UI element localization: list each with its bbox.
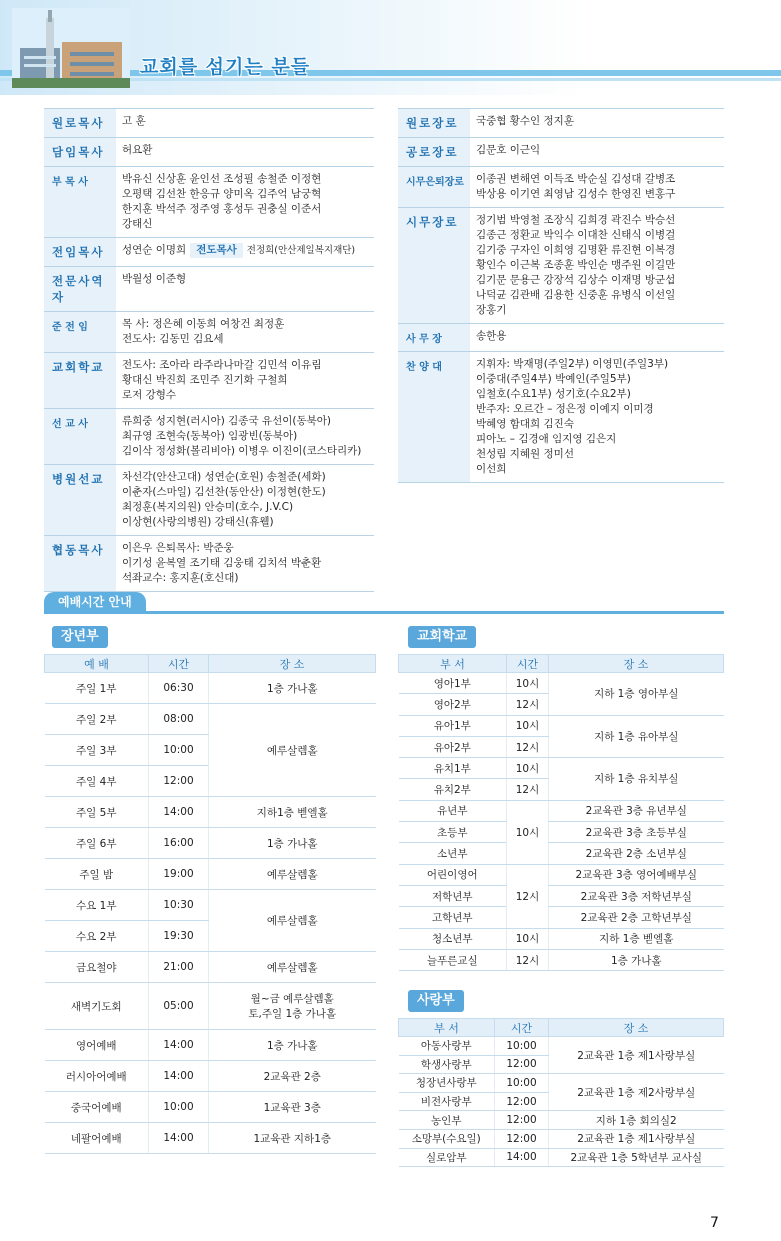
service-name: 주일 2부 bbox=[45, 704, 149, 735]
dept-name: 어린이영어 bbox=[399, 864, 507, 885]
service-name: 러시아어예배 bbox=[45, 1061, 149, 1092]
staff-names-line: 장홍기 bbox=[476, 304, 507, 316]
service-name: 주일 5부 bbox=[45, 797, 149, 828]
staff-names-line: 이중대(주일4부) 박예인(주일5부) bbox=[476, 373, 631, 385]
staff-names bbox=[470, 138, 724, 166]
service-name: 수요 1부 bbox=[45, 890, 149, 921]
worship-section-header bbox=[44, 592, 724, 616]
staff-role-label: 공로장로 bbox=[398, 138, 470, 166]
staff-names-line: 박혜영 함대희 김진숙 bbox=[476, 418, 574, 430]
staff-names-line: 류희중 성지현(러시아) 김종국 유선이(동북아) bbox=[122, 415, 331, 427]
service-place: 1층 가나홀 bbox=[209, 1030, 376, 1061]
dept-time: 12:00 bbox=[495, 1092, 549, 1111]
service-time: 12:00 bbox=[149, 766, 209, 797]
staff-role-label: 시무은퇴장로 bbox=[398, 167, 470, 207]
staff-names-line: 김종근 정환교 박익수 이대찬 신태식 이병걸 bbox=[476, 229, 676, 241]
staff-names-line: 박월성 이준형 bbox=[122, 273, 187, 285]
staff-names-line: 허요환 bbox=[122, 144, 153, 156]
staff-names-line: 전도사: 조아라 라주라나마갈 김민석 이유림 bbox=[122, 359, 322, 371]
dept-name: 청소년부 bbox=[399, 928, 507, 949]
staff-names-line: 피아노 – 김경애 임지영 김은지 bbox=[476, 433, 617, 445]
staff-row bbox=[44, 352, 374, 408]
service-place: 예루살렘홀 bbox=[209, 890, 376, 952]
table-row bbox=[399, 885, 724, 906]
staff-names-line: 이선희 bbox=[476, 463, 507, 475]
dept-name: 고학년부 bbox=[399, 907, 507, 928]
col-header-time: 시간 bbox=[507, 655, 549, 673]
table-row bbox=[399, 822, 724, 843]
staff-names-line: 나덕균 김관배 김용한 신중훈 유병식 이선일 bbox=[476, 289, 676, 301]
service-name: 중국어예배 bbox=[45, 1092, 149, 1123]
school-table bbox=[398, 654, 724, 971]
table-row bbox=[45, 983, 376, 1030]
dept-time: 12시 bbox=[507, 864, 549, 928]
table-row bbox=[45, 828, 376, 859]
staff-row bbox=[44, 137, 374, 166]
staff-row bbox=[398, 137, 724, 166]
service-time: 14:00 bbox=[149, 797, 209, 828]
staff-names-line: 송한용 bbox=[476, 330, 507, 342]
staff-names-line: 김이삭 정성화(볼리비아) 이병우 이진이(코스타리카) bbox=[122, 445, 362, 457]
dept-name: 유치1부 bbox=[399, 758, 507, 779]
staff-names-line: 박상용 이기연 최영남 김성수 한영진 변홍구 bbox=[476, 188, 676, 200]
staff-role-label: 찬 양 대 bbox=[398, 352, 470, 482]
staff-role-label: 교회학교 bbox=[44, 353, 116, 408]
table-row bbox=[399, 758, 724, 779]
section-title: 예배시간 안내 bbox=[44, 592, 146, 612]
staff-row bbox=[398, 323, 724, 351]
service-name: 주일 6부 bbox=[45, 828, 149, 859]
table-row bbox=[399, 673, 724, 694]
staff-role-label: 시무장로 bbox=[398, 208, 470, 323]
service-place: 1층 가나홀 bbox=[209, 828, 376, 859]
service-time: 10:30 bbox=[149, 890, 209, 921]
staff-names-line: 황대신 박진희 조민주 진기화 구철희 bbox=[122, 374, 288, 386]
dept-time: 10시 bbox=[507, 928, 549, 949]
dept-place: 2교육관 3층 초등부실 bbox=[549, 822, 724, 843]
staff-names-line: 차선각(안산고대) 성연순(호원) 송철준(세화) bbox=[122, 471, 326, 483]
dept-time: 12:00 bbox=[495, 1111, 549, 1130]
service-place: 1층 가나홀 bbox=[209, 673, 376, 704]
staff-names bbox=[116, 267, 374, 311]
dept-time: 10시 bbox=[507, 800, 549, 864]
table-row bbox=[45, 673, 376, 704]
service-time: 10:00 bbox=[149, 1092, 209, 1123]
staff-names-line: 박유신 신상훈 윤인선 조성필 송철준 이정현 bbox=[122, 173, 322, 185]
service-time: 19:00 bbox=[149, 859, 209, 890]
staff-names bbox=[470, 352, 724, 482]
dept-name: 영아2부 bbox=[399, 694, 507, 715]
staff-names-line: 천성림 지혜원 정미선 bbox=[476, 448, 574, 460]
service-time: 05:00 bbox=[149, 983, 209, 1030]
staff-names-line: 목 사: 정은혜 이동희 여창건 최정훈 bbox=[122, 318, 285, 330]
table-row bbox=[399, 1037, 724, 1056]
church-building-image bbox=[12, 8, 130, 88]
dept-place: 지하 1층 벧엘홀 bbox=[549, 928, 724, 949]
dept-name: 영아1부 bbox=[399, 673, 507, 694]
dept-time: 10:00 bbox=[495, 1037, 549, 1056]
col-header-time: 시간 bbox=[495, 1019, 549, 1037]
dept-place: 2교육관 1층 제2사랑부실 bbox=[549, 1074, 724, 1111]
staff-role-label: 전도목사 bbox=[190, 243, 243, 258]
table-row bbox=[45, 1092, 376, 1123]
dept-time: 10시 bbox=[507, 758, 549, 779]
table-row bbox=[399, 949, 724, 970]
love-tab-label: 사랑부 bbox=[408, 990, 464, 1012]
staff-role-label: 병원선교 bbox=[44, 465, 116, 535]
page-number: 7 bbox=[710, 1215, 719, 1231]
dept-name: 실로암부 bbox=[399, 1148, 495, 1167]
service-name: 주일 3부 bbox=[45, 735, 149, 766]
dept-place: 지하 1층 회의실2 bbox=[549, 1111, 724, 1130]
dept-place: 2교육관 3층 유년부실 bbox=[549, 800, 724, 821]
service-time: 14:00 bbox=[149, 1061, 209, 1092]
dept-name: 학생사랑부 bbox=[399, 1055, 495, 1074]
table-row bbox=[45, 859, 376, 890]
staff-role-label: 원로장로 bbox=[398, 109, 470, 137]
dept-name: 청장년사랑부 bbox=[399, 1074, 495, 1093]
table-row bbox=[399, 1074, 724, 1093]
dept-time: 12시 bbox=[507, 736, 549, 757]
staff-names-line: 이기성 윤복열 조기태 김웅태 김치석 박춘환 bbox=[122, 557, 322, 569]
staff-row bbox=[44, 464, 374, 535]
service-time: 08:00 bbox=[149, 704, 209, 735]
col-header-time: 시간 bbox=[149, 655, 209, 673]
dept-place: 2교육관 1층 5학년부 교사실 bbox=[549, 1148, 724, 1167]
table-row bbox=[45, 890, 376, 921]
service-time: 06:30 bbox=[149, 673, 209, 704]
staff-names-line: 정기범 박영철 조장식 김희경 곽진수 박승선 bbox=[476, 214, 676, 226]
staff-names bbox=[116, 536, 374, 591]
dept-place: 2교육관 1층 제1사랑부실 bbox=[549, 1129, 724, 1148]
staff-names-line: 한지훈 박석주 정주영 홍성두 권충실 이준서 bbox=[122, 203, 322, 215]
table-row bbox=[399, 1129, 724, 1148]
staff-row bbox=[44, 311, 374, 352]
service-name: 영어예배 bbox=[45, 1030, 149, 1061]
staff-names-line: 전도사: 김동민 김요세 bbox=[122, 333, 224, 345]
dept-place: 지하 1층 영아부실 bbox=[549, 673, 724, 716]
col-header-place: 장 소 bbox=[209, 655, 376, 673]
staff-names bbox=[470, 324, 724, 351]
dept-place: 2교육관 1층 제1사랑부실 bbox=[549, 1037, 724, 1074]
staff-names-line: 석좌교수: 홍지훈(호신대) bbox=[122, 572, 239, 584]
section-divider bbox=[44, 611, 724, 614]
staff-names bbox=[116, 353, 374, 408]
dept-time: 12:00 bbox=[495, 1129, 549, 1148]
staff-names-line: 최규영 조현숙(동북아) 임광빈(동북아) bbox=[122, 430, 298, 442]
col-header-dept: 부 서 bbox=[399, 655, 507, 673]
staff-role-label: 전임목사 bbox=[44, 238, 116, 266]
header-banner bbox=[0, 0, 781, 95]
staff-names-line: 이은우 은퇴목사: 박준웅 bbox=[122, 542, 234, 554]
staff-row bbox=[44, 266, 374, 311]
service-time: 14:00 bbox=[149, 1030, 209, 1061]
table-row bbox=[399, 715, 724, 736]
dept-name: 소망부(수요일) bbox=[399, 1129, 495, 1148]
love-table bbox=[398, 1018, 724, 1167]
col-header-place: 장 소 bbox=[549, 1019, 724, 1037]
table-row bbox=[45, 1030, 376, 1061]
service-place: 예루살렘홀 bbox=[209, 704, 376, 797]
staff-names-line: 임철호(수요1부) 성기호(수요2부) bbox=[476, 388, 631, 400]
col-header-service: 예 배 bbox=[45, 655, 149, 673]
service-time: 16:00 bbox=[149, 828, 209, 859]
staff-names-line: 최정훈(복지의원) 안승미(호수, J.V.C) bbox=[122, 501, 294, 513]
staff-names-line: 반주자: 오르간 – 정은정 이예지 이미경 bbox=[476, 403, 654, 415]
staff-row bbox=[44, 166, 374, 237]
staff-names bbox=[116, 238, 374, 266]
dept-time: 14:00 bbox=[495, 1148, 549, 1167]
staff-names bbox=[116, 109, 374, 137]
staff-names bbox=[470, 167, 724, 207]
table-row bbox=[399, 843, 724, 864]
staff-names bbox=[116, 312, 374, 352]
service-name: 주일 4부 bbox=[45, 766, 149, 797]
staff-role-label: 사 무 장 bbox=[398, 324, 470, 351]
page-title: 교회를 섬기는 분들 bbox=[140, 56, 311, 78]
staff-row bbox=[44, 237, 374, 266]
service-place bbox=[209, 983, 376, 1030]
staff-names-line: 지휘자: 박재명(주일2부) 이영민(주일3부) bbox=[476, 358, 669, 370]
service-time: 21:00 bbox=[149, 952, 209, 983]
service-name: 수요 2부 bbox=[45, 921, 149, 952]
table-row bbox=[399, 800, 724, 821]
dept-time: 10시 bbox=[507, 673, 549, 694]
dept-time: 10:00 bbox=[495, 1074, 549, 1093]
service-time: 19:30 bbox=[149, 921, 209, 952]
dept-place: 2교육관 3층 영어예배부실 bbox=[549, 864, 724, 885]
dept-name: 초등부 bbox=[399, 822, 507, 843]
table-row bbox=[399, 1111, 724, 1130]
service-place: 지하1층 벧엘홀 bbox=[209, 797, 376, 828]
staff-names bbox=[470, 208, 724, 323]
staff-names-line: 강태신 bbox=[122, 218, 153, 230]
dept-time: 12시 bbox=[507, 949, 549, 970]
service-time: 14:00 bbox=[149, 1123, 209, 1154]
staff-names-line: 국중협 황수인 정지훈 bbox=[476, 115, 574, 127]
dept-name: 아동사랑부 bbox=[399, 1037, 495, 1056]
service-time: 10:00 bbox=[149, 735, 209, 766]
dept-time: 12시 bbox=[507, 779, 549, 800]
staff-role-label: 전문사역자 bbox=[44, 267, 116, 311]
staff-names bbox=[116, 167, 374, 237]
dept-time: 12시 bbox=[507, 694, 549, 715]
school-tab-label: 교회학교 bbox=[408, 626, 476, 648]
staff-names-line: 김기중 구자인 이희영 김명환 류진현 이복경 bbox=[476, 244, 676, 256]
col-header-place: 장 소 bbox=[549, 655, 724, 673]
staff-names-line: 이상현(사랑의병원) 강태신(휴웰) bbox=[122, 516, 274, 528]
staff-row bbox=[398, 166, 724, 207]
staff-right-column bbox=[398, 108, 724, 483]
staff-names bbox=[116, 465, 374, 535]
service-place: 1교육관 지하1층 bbox=[209, 1123, 376, 1154]
service-place: 2교육관 2층 bbox=[209, 1061, 376, 1092]
staff-role-label: 협동목사 bbox=[44, 536, 116, 591]
staff-role-label: 원로목사 bbox=[44, 109, 116, 137]
table-row bbox=[399, 928, 724, 949]
staff-role-label: 부 목 사 bbox=[44, 167, 116, 237]
service-place-line: 월~금 예루살렘홀 bbox=[250, 993, 334, 1005]
staff-names-line: 고 훈 bbox=[122, 115, 146, 127]
dept-name: 저학년부 bbox=[399, 885, 507, 906]
dept-time: 10시 bbox=[507, 715, 549, 736]
staff-row bbox=[44, 535, 374, 592]
table-row bbox=[399, 1148, 724, 1167]
dept-place: 2교육관 3층 저학년부실 bbox=[549, 885, 724, 906]
dept-name: 소년부 bbox=[399, 843, 507, 864]
staff-names bbox=[116, 138, 374, 166]
staff-names-line: 김기문 문용근 강장석 김상수 이재명 방군섭 bbox=[476, 274, 676, 286]
staff-role-label: 담임목사 bbox=[44, 138, 116, 166]
service-name: 새벽기도회 bbox=[45, 983, 149, 1030]
table-row bbox=[45, 952, 376, 983]
staff-row bbox=[44, 408, 374, 464]
table-row bbox=[45, 1123, 376, 1154]
staff-left-column bbox=[44, 108, 374, 592]
staff-names-line: 이종권 변해연 이득조 박순실 김성대 갈병조 bbox=[476, 173, 676, 185]
table-row bbox=[45, 704, 376, 735]
service-name: 네팔어예배 bbox=[45, 1123, 149, 1154]
staff-names-line: 황인수 이근복 조종훈 박인순 맹주원 이길만 bbox=[476, 259, 676, 271]
dept-place: 2교육관 2층 고학년부실 bbox=[549, 907, 724, 928]
staff-names: 전정희(안산제일복지재단) bbox=[246, 245, 356, 256]
service-place: 예루살렘홀 bbox=[209, 859, 376, 890]
staff-names bbox=[470, 109, 724, 137]
staff-row bbox=[398, 351, 724, 483]
service-place: 예루살렘홀 bbox=[209, 952, 376, 983]
dept-place: 지하 1층 유아부실 bbox=[549, 715, 724, 758]
dept-place: 1층 가나홀 bbox=[549, 949, 724, 970]
service-place: 1교육관 3층 bbox=[209, 1092, 376, 1123]
dept-time: 12:00 bbox=[495, 1055, 549, 1074]
table-row bbox=[45, 797, 376, 828]
dept-place: 지하 1층 유치부실 bbox=[549, 758, 724, 801]
staff-row bbox=[398, 108, 724, 137]
staff-role-label: 선 교 사 bbox=[44, 409, 116, 464]
service-name: 금요철야 bbox=[45, 952, 149, 983]
staff-names-line: 오평택 김선찬 한응규 양미옥 김주억 남궁혁 bbox=[122, 188, 322, 200]
staff-role-label: 준 전 임 bbox=[44, 312, 116, 352]
table-row bbox=[45, 1061, 376, 1092]
staff-row bbox=[398, 207, 724, 323]
dept-name: 농인부 bbox=[399, 1111, 495, 1130]
staff-names-line: 김문호 이근익 bbox=[476, 144, 541, 156]
staff-names bbox=[116, 409, 374, 464]
service-place-line: 토,주일 1층 가나홀 bbox=[248, 1008, 337, 1020]
col-header-dept: 부 서 bbox=[399, 1019, 495, 1037]
dept-place: 2교육관 2층 소년부실 bbox=[549, 843, 724, 864]
dept-name: 유치2부 bbox=[399, 779, 507, 800]
service-name: 주일 밤 bbox=[45, 859, 149, 890]
dept-name: 유아1부 bbox=[399, 715, 507, 736]
table-row bbox=[399, 864, 724, 885]
dept-name: 늘푸른교실 bbox=[399, 949, 507, 970]
dept-name: 유년부 bbox=[399, 800, 507, 821]
service-name: 주일 1부 bbox=[45, 673, 149, 704]
dept-name: 유아2부 bbox=[399, 736, 507, 757]
staff-names-line: 이춘자(스마일) 김선찬(동안산) 이정현(한도) bbox=[122, 486, 326, 498]
staff-row bbox=[44, 108, 374, 137]
table-row bbox=[399, 907, 724, 928]
staff-names-line: 성연순 이명희 bbox=[122, 244, 187, 256]
dept-name: 비전사랑부 bbox=[399, 1092, 495, 1111]
adult-tab-label: 장년부 bbox=[52, 626, 108, 648]
adult-worship-table bbox=[44, 654, 376, 1154]
staff-names-line: 로저 강형수 bbox=[122, 389, 177, 401]
